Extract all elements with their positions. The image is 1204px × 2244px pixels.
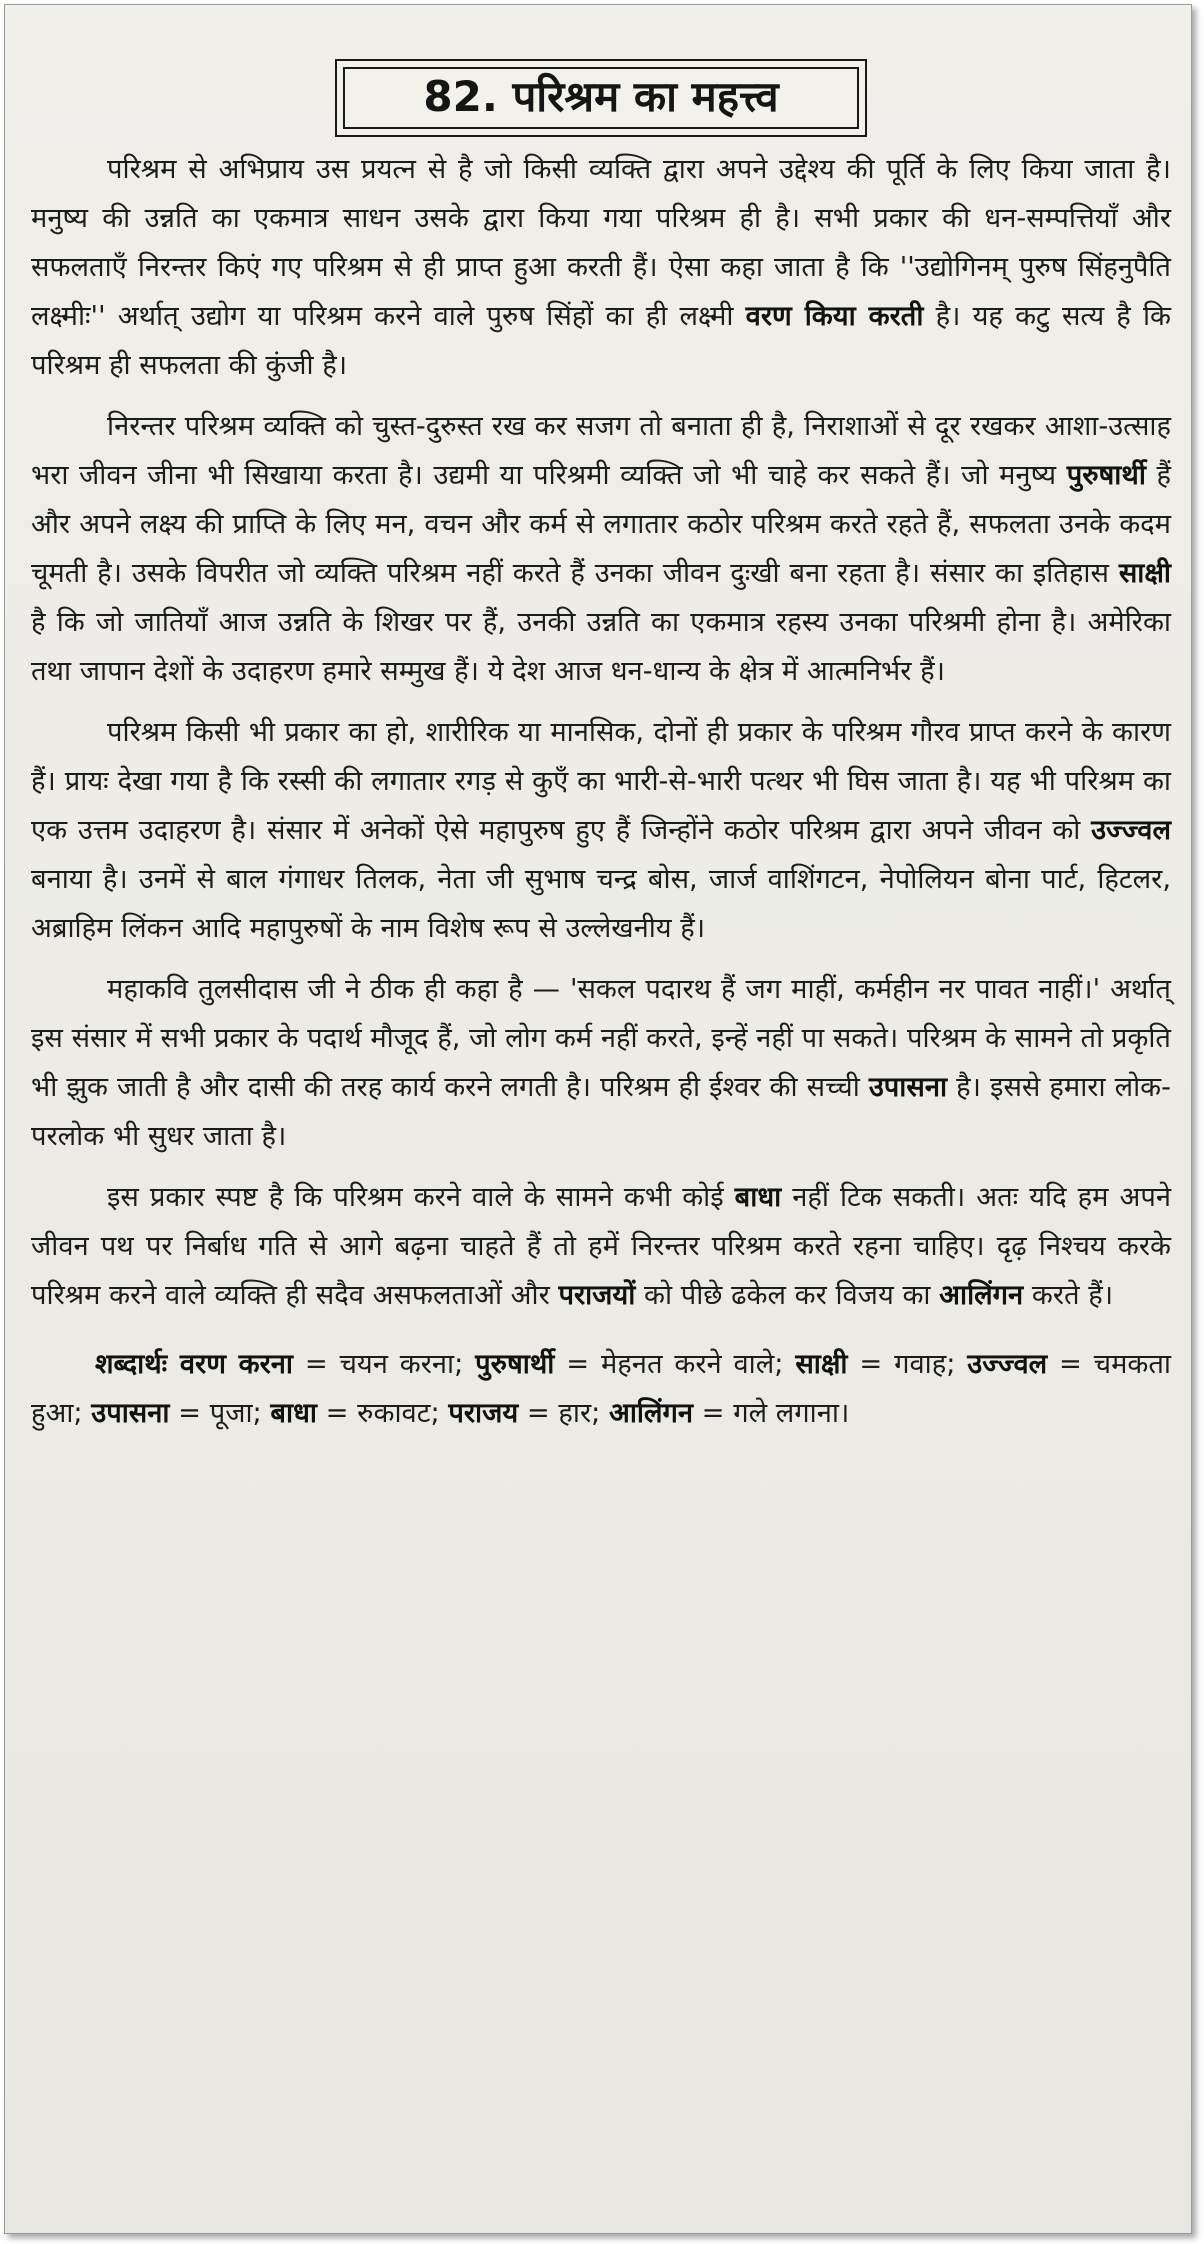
text-run: = मेहनत करने वाले; bbox=[554, 1349, 796, 1380]
bold-term: बाधा bbox=[734, 1182, 782, 1213]
paragraph bbox=[31, 1173, 1171, 1320]
paragraph bbox=[31, 145, 1171, 390]
bold-term: साक्षी bbox=[1118, 558, 1171, 589]
bold-term: पराजयों bbox=[558, 1280, 636, 1311]
text-run: बनाया है। उनमें से बाल गंगाधर तिलक, नेता जी सुभाष चन्द्र बोस, जार्ज वाशिंगटन, नेपोलियन बोना पार्ट, हिटलर, अब्राहिम लिंकन आदि महापुरुषों के नाम विशेष रूप से उल्लेखनीय हैं। bbox=[31, 864, 1171, 944]
text-run: है। यह कटु सत्य है कि परिश्रम ही सफलता की कुंजी है। bbox=[31, 301, 1171, 381]
text-run: = गले लगाना। bbox=[693, 1398, 850, 1429]
text-run: नहीं टिक सकती। अतः यदि हम अपने जीवन पथ पर निर्बाध गति से आगे बढ़ना चाहते हैं तो हमें निरन्तर परिश्रम करते रहना चाहिए। दृढ़ निश्चय करके परिश्रम करने वाले व्यक्ति ही सदैव असफलताओं और bbox=[31, 1182, 1171, 1311]
bold-term: पराजय bbox=[448, 1398, 519, 1429]
essay-body bbox=[31, 145, 1171, 1450]
text-run: करते हैं। bbox=[1023, 1280, 1114, 1311]
bold-term: वरण किया करती bbox=[745, 301, 924, 332]
bold-term: शब्दार्थः वरण करना bbox=[95, 1349, 293, 1380]
bold-term: पुरुषार्थी bbox=[1066, 460, 1146, 491]
text-run: = रुकावट; bbox=[316, 1398, 449, 1429]
text-run: को पीछे ढकेल कर विजय का bbox=[635, 1280, 940, 1311]
text-run: = चमकता हुआ; bbox=[31, 1349, 1171, 1429]
bold-term: बाधा bbox=[270, 1398, 317, 1429]
bold-term: आलिंगन bbox=[939, 1280, 1024, 1311]
bold-term: पुरुषार्थी bbox=[475, 1349, 555, 1380]
page-title: 82. परिश्रम का महत्त्व bbox=[423, 72, 779, 121]
bold-term: उज्ज्वल bbox=[1091, 815, 1171, 846]
bold-term: उपासना bbox=[868, 1072, 948, 1103]
text-run: इस प्रकार स्पष्ट है कि परिश्रम करने वाले के सामने कभी कोई bbox=[107, 1182, 735, 1213]
text-run: है कि जो जातियाँ आज उन्नति के शिखर पर हैं, उनकी उन्नति का एकमात्र रहस्य उनका परिश्रमी होना है। अमेरिका तथा जापान देशों के उदाहरण हमारे सम्मुख हैं। ये देश आज धन-धान्य के क्षेत्र में आत्मनिर्भर हैं। bbox=[31, 607, 1171, 687]
bold-term: आलिंगन bbox=[609, 1398, 693, 1429]
bold-term: उज्ज्वल bbox=[967, 1349, 1048, 1380]
text-run: = हार; bbox=[518, 1398, 609, 1429]
paragraph bbox=[31, 965, 1171, 1161]
text-run: = पूजा; bbox=[169, 1398, 271, 1429]
text-run: परिश्रम किसी भी प्रकार का हो, शारीरिक या मानसिक, दोनों ही प्रकार के परिश्रम गौरव प्राप्त करने के कारण हैं। प्रायः देखा गया है कि रस्सी की लगातार रगड़ से कुएँ का भारी-से-भारी पत्थर भी घिस जाता है। यह भी परिश्रम का एक उत्तम उदाहरण है। संसार में अनेकों ऐसे महापुरुष हुए हैं जिन्होंने कठोर परिश्रम द्वारा अपने जीवन को bbox=[31, 717, 1171, 846]
text-run: है। इससे हमारा लोक-परलोक भी सुधर जाता है। bbox=[31, 1072, 1171, 1152]
text-run: = चयन करना; bbox=[292, 1349, 476, 1380]
paragraph bbox=[31, 708, 1171, 953]
bold-term: उपासना bbox=[91, 1398, 170, 1429]
glossary bbox=[31, 1340, 1171, 1438]
bold-term: साक्षी bbox=[795, 1349, 848, 1380]
text-run: = गवाह; bbox=[847, 1349, 968, 1380]
text-run: परिश्रम से अभिप्राय उस प्रयत्न से है जो किसी व्यक्ति द्वारा अपने उद्देश्य की पूर्ति के लिए किया जाता है। मनुष्य की उन्नति का एकमात्र साधन उसके द्वारा किया गया परिश्रम ही है। सभी प्रकार की धन-सम्पत्तियाँ और सफलताएँ निरन्तर किएं गए परिश्रम से ही प्राप्त हुआ करती हैं। ऐसा कहा जाता है कि ''उद्योगिनम् पुरुष सिंहनुपैति लक्ष्मीः'' अर्थात् उद्योग या परिश्रम करने वाले पुरुष सिंहों का ही लक्ष्मी bbox=[31, 154, 1171, 332]
text-run: हैं और अपने लक्ष्य की प्राप्ति के लिए मन, वचन और कर्म से लगातार कठोर परिश्रम करते रहते हैं, सफलता उनके कदम चूमती है। उसके विपरीत जो व्यक्ति परिश्रम नहीं करते हैं उनका जीवन दुःखी बना रहता है। संसार का इतिहास bbox=[31, 460, 1171, 589]
book-page bbox=[4, 4, 1192, 2234]
paragraph bbox=[31, 402, 1171, 696]
title-box bbox=[335, 59, 867, 137]
text-run: निरन्तर परिश्रम व्यक्ति को चुस्त-दुरुस्त रख कर सजग तो बनाता ही है, निराशाओं से दूर रखकर आशा-उत्साह भरा जीवन जीना भी सिखाया करता है। उद्यमी या परिश्रमी व्यक्ति जो भी चाहे कर सकते हैं। जो मनुष्य bbox=[31, 411, 1171, 491]
text-run: महाकवि तुलसीदास जी ने ठीक ही कहा है — 'सकल पदारथ हैं जग माहीं, कर्महीन नर पावत नाहीं।' अर्थात् इस संसार में सभी प्रकार के पदार्थ मौजूद हैं, जो लोग कर्म नहीं करते, इन्हें नहीं पा सकते। परिश्रम के सामने तो प्रकृति भी झुक जाती है और दासी की तरह कार्य करने लगती है। परिश्रम ही ईश्वर की सच्ची bbox=[31, 974, 1171, 1103]
